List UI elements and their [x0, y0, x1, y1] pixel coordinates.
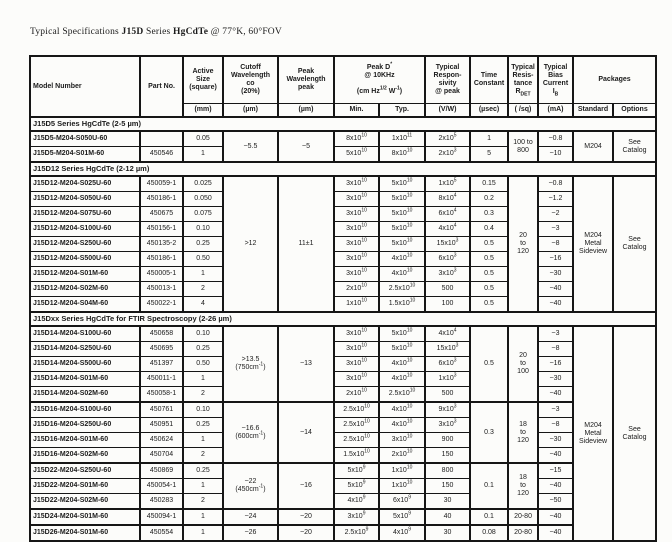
subcol-header-standard: Standard	[573, 104, 613, 118]
cell-cutoff-wavelength: ~26	[223, 525, 278, 541]
cell-model-number: J15D14-M204-S100U-60	[30, 326, 140, 342]
cell-bias-current: ~1.2	[538, 192, 573, 207]
cell-responsivity: 500	[425, 387, 470, 403]
cell-model-number: J15D16-M204-S01M-60	[30, 433, 140, 448]
table-row	[30, 282, 656, 297]
cell-package-options: See Catalog	[613, 131, 656, 162]
cell-time-constant: 0.15	[470, 176, 508, 192]
col-header-bias-current: Typical Bias Current $I_B$	[538, 56, 573, 104]
cell-d-star-min: $3x10^{10}$	[334, 192, 379, 207]
cell-part-no: 451397	[140, 357, 183, 372]
col-header-resistance: Typical Resis- tance $R_{DET}$	[508, 56, 538, 104]
cell-part-no: 450283	[140, 494, 183, 510]
cell-model-number: J15D5-M204-S050U-60	[30, 131, 140, 147]
cell-responsivity: $1x10^3$	[425, 372, 470, 387]
cell-d-star-typ: $2.5x10^{10}$	[379, 387, 425, 403]
cell-d-star-typ: $5x10^{10}$	[379, 342, 425, 357]
col-header-time-constant: Time Constant	[470, 56, 508, 104]
cell-responsivity: 150	[425, 448, 470, 464]
cell-time-constant: 0.2	[470, 192, 508, 207]
cell-part-no: 450761	[140, 402, 183, 418]
cell-part-no: 450156-1	[140, 222, 183, 237]
cell-active-size: 2	[183, 494, 223, 510]
table-row	[30, 342, 656, 357]
table-row	[30, 252, 656, 267]
cell-d-star-min: $2.5x10^{10}$	[334, 402, 379, 418]
cell-d-star-typ: $4x10^{10}$	[379, 402, 425, 418]
cell-responsivity: 150	[425, 479, 470, 494]
cell-d-star-min: $3x10^{10}$	[334, 176, 379, 192]
cell-part-no: 450094-1	[140, 509, 183, 525]
cell-model-number: J15D12-M204-S01M-60	[30, 267, 140, 282]
cell-active-size: 2	[183, 282, 223, 297]
cell-time-constant: 0.1	[470, 509, 508, 525]
cell-package-standard: M204 Metal Sideview	[573, 176, 613, 312]
cell-active-size: 1	[183, 267, 223, 282]
cell-active-size: 0.05	[183, 131, 223, 147]
cell-responsivity: 100	[425, 297, 470, 313]
cell-model-number: J15D12-M204-S025U-60	[30, 176, 140, 192]
cell-part-no: 450869	[140, 463, 183, 479]
cell-bias-current: ~40	[538, 525, 573, 541]
cell-responsivity: $6x10^3$	[425, 252, 470, 267]
cell-model-number: J15D16-M204-S02M-60	[30, 448, 140, 464]
cell-part-no: 450005-1	[140, 267, 183, 282]
table-row	[30, 463, 656, 479]
cell-model-number: J15D22-M204-S01M-60	[30, 479, 140, 494]
section-header-row	[30, 162, 656, 176]
cell-active-size: 1	[183, 525, 223, 541]
cell-d-star-typ: $4x10^{10}$	[379, 357, 425, 372]
col-header-responsivity: Typical Respon- sivity @ peak	[425, 56, 470, 104]
cell-model-number: J15D12-M204-S075U-60	[30, 207, 140, 222]
cell-d-star-min: $2x10^{10}$	[334, 387, 379, 403]
page-title	[30, 27, 282, 37]
cell-peak-wavelength: 11±1	[278, 176, 334, 312]
cell-part-no: 450011-1	[140, 372, 183, 387]
title-text-2: Series	[146, 27, 171, 37]
col-header-active-size: Active Size (square)	[183, 56, 223, 104]
cell-active-size: 0.10	[183, 402, 223, 418]
cell-part-no: 450675	[140, 207, 183, 222]
cell-responsivity: $9x10^3$	[425, 402, 470, 418]
cell-peak-wavelength: ~20	[278, 509, 334, 525]
cell-time-constant: 0.5	[470, 326, 508, 402]
cell-d-star-typ: $5x10^{10}$	[379, 237, 425, 252]
cell-responsivity: 30	[425, 494, 470, 510]
cell-resistance: 20 to 100	[508, 326, 538, 402]
cell-part-no: 450135-2	[140, 237, 183, 252]
table-body	[30, 117, 656, 541]
cell-active-size: 1	[183, 509, 223, 525]
cell-active-size: 2	[183, 448, 223, 464]
cell-part-no: 450704	[140, 448, 183, 464]
cell-peak-wavelength: ~13	[278, 326, 334, 402]
table-row	[30, 176, 656, 192]
cell-model-number: J15D14-M204-S500U-60	[30, 357, 140, 372]
cell-d-star-min: $3x10^9$	[334, 509, 379, 525]
cell-d-star-min: $4x10^9$	[334, 494, 379, 510]
cell-bias-current: ~30	[538, 433, 573, 448]
table-row	[30, 509, 656, 525]
subcol-header-min: Min.	[334, 104, 379, 118]
cell-d-star-typ: $1.5x10^{10}$	[379, 297, 425, 313]
cell-responsivity: 40	[425, 509, 470, 525]
cell-part-no: 450186-1	[140, 192, 183, 207]
cell-time-constant: 1	[470, 131, 508, 147]
title-text-1: Typical Specifications	[30, 27, 119, 37]
table-row	[30, 402, 656, 418]
cell-bias-current: ~8	[538, 237, 573, 252]
cell-active-size: 0.25	[183, 237, 223, 252]
cell-responsivity: $6x10^4$	[425, 207, 470, 222]
cell-d-star-min: $3x10^{10}$	[334, 357, 379, 372]
cell-bias-current: ~16	[538, 252, 573, 267]
cell-bias-current: ~40	[538, 387, 573, 403]
cell-resistance: 18 to 120	[508, 402, 538, 463]
section-header: J15D5 Series HgCdTe (2-5 µm)	[30, 117, 656, 131]
cell-d-star-typ: $4x10^{10}$	[379, 252, 425, 267]
table-row	[30, 387, 656, 403]
unit-responsivity: (V/W)	[425, 104, 470, 118]
table-row	[30, 131, 656, 147]
cell-cutoff-wavelength: ~16.6 $(600cm^{-1})$	[223, 402, 278, 463]
cell-active-size: 1	[183, 433, 223, 448]
cell-d-star-typ: $4x10^{10}$	[379, 418, 425, 433]
cell-package-standard: M204	[573, 131, 613, 162]
cell-resistance: 20 to 120	[508, 176, 538, 312]
cell-bias-current: ~3	[538, 326, 573, 342]
cell-model-number: J15D12-M204-S500U-60	[30, 252, 140, 267]
table-row	[30, 357, 656, 372]
cell-active-size: 0.50	[183, 357, 223, 372]
col-header-peak-wavelength: Peak Wavelength peak	[278, 56, 334, 104]
cell-resistance: 20-80	[508, 525, 538, 541]
cell-time-constant: 0.3	[470, 207, 508, 222]
cell-active-size: 0.025	[183, 176, 223, 192]
cell-model-number: J15D22-M204-S02M-60	[30, 494, 140, 510]
table-row	[30, 525, 656, 541]
cell-d-star-min: $3x10^{10}$	[334, 372, 379, 387]
cell-model-number: J15D12-M204-S100U-60	[30, 222, 140, 237]
cell-active-size: 0.10	[183, 326, 223, 342]
cell-responsivity: 500	[425, 282, 470, 297]
cell-resistance: 18 to 120	[508, 463, 538, 509]
cell-time-constant: 0.3	[470, 402, 508, 463]
cell-cutoff-wavelength: ~24	[223, 509, 278, 525]
cell-bias-current: ~2	[538, 207, 573, 222]
cell-d-star-min: $3x10^{10}$	[334, 326, 379, 342]
cell-d-star-typ: $2.5x10^{10}$	[379, 282, 425, 297]
table-row	[30, 207, 656, 222]
cell-responsivity: 800	[425, 463, 470, 479]
cell-d-star-typ: $5x10^{10}$	[379, 207, 425, 222]
cell-d-star-typ: $1x10^{11}$	[379, 131, 425, 147]
unit-time-constant: (µsec)	[470, 104, 508, 118]
cell-d-star-min: $2x10^{10}$	[334, 282, 379, 297]
cell-time-constant: 0.5	[470, 237, 508, 252]
table-row	[30, 297, 656, 313]
spec-table	[29, 55, 657, 542]
cell-bias-current: ~50	[538, 494, 573, 510]
cell-time-constant: 0.5	[470, 282, 508, 297]
cell-time-constant: 0.5	[470, 252, 508, 267]
table-row	[30, 494, 656, 510]
cell-responsivity: $6x10^3$	[425, 357, 470, 372]
cell-model-number: J15D5-M204-S01M-60	[30, 147, 140, 163]
cell-part-no: 450022-1	[140, 297, 183, 313]
cell-cutoff-wavelength: >12	[223, 176, 278, 312]
cell-part-no: 450054-1	[140, 479, 183, 494]
cell-d-star-min: $8x10^{10}$	[334, 131, 379, 147]
cell-time-constant: 5	[470, 147, 508, 163]
title-series-name: J15D	[121, 27, 144, 37]
col-header-part-no: Part No.	[140, 56, 183, 117]
cell-cutoff-wavelength: >13.5 $(750cm^{-1})$	[223, 326, 278, 402]
cell-bias-current: ~15	[538, 463, 573, 479]
table-row	[30, 222, 656, 237]
table-row	[30, 418, 656, 433]
cell-bias-current: ~30	[538, 267, 573, 282]
cell-bias-current: ~8	[538, 418, 573, 433]
cell-time-constant: 0.4	[470, 222, 508, 237]
unit-resistance: ( /sq)	[508, 104, 538, 118]
title-material-name: HgCdTe	[173, 27, 209, 37]
cell-d-star-typ: $5x10^{10}$	[379, 192, 425, 207]
cell-package-options: See Catalog	[613, 326, 656, 541]
cell-d-star-typ: $1x10^{10}$	[379, 463, 425, 479]
cell-part-no: 450554	[140, 525, 183, 541]
cell-resistance: 100 to 800	[508, 131, 538, 162]
cell-d-star-typ: $4x10^9$	[379, 525, 425, 541]
cell-d-star-typ: $4x10^{10}$	[379, 267, 425, 282]
cell-part-no: 450013-1	[140, 282, 183, 297]
cell-bias-current: ~40	[538, 282, 573, 297]
cell-bias-current: ~3	[538, 222, 573, 237]
cell-bias-current: ~30	[538, 372, 573, 387]
cell-active-size: 4	[183, 297, 223, 313]
table-row	[30, 326, 656, 342]
unit-active-size: (mm)	[183, 104, 223, 118]
table-row	[30, 433, 656, 448]
cell-active-size: 0.25	[183, 418, 223, 433]
cell-responsivity: 30	[425, 525, 470, 541]
cell-part-no: 450624	[140, 433, 183, 448]
cell-d-star-typ: $1x10^{10}$	[379, 479, 425, 494]
cell-bias-current: ~40	[538, 509, 573, 525]
cell-d-star-min: $5x10^9$	[334, 463, 379, 479]
cell-bias-current: ~10	[538, 147, 573, 163]
cell-peak-wavelength: ~20	[278, 525, 334, 541]
table-header	[30, 56, 656, 117]
col-header-peak-d-star: Peak D* @ 10KHz (cm $Hz^{1/2}$ $W^{-1}$)	[334, 56, 425, 104]
subcol-header-typ: Typ.	[379, 104, 425, 118]
cell-d-star-min: $3x10^{10}$	[334, 267, 379, 282]
cell-responsivity: $3x10^3$	[425, 267, 470, 282]
col-header-packages: Packages	[573, 56, 656, 104]
cell-active-size: 0.25	[183, 342, 223, 357]
cell-active-size: 0.50	[183, 252, 223, 267]
cell-part-no: 450951	[140, 418, 183, 433]
col-header-model-number: Model Number	[30, 56, 140, 117]
cell-d-star-min: $3x10^{10}$	[334, 237, 379, 252]
cell-d-star-typ: $5x10^{10}$	[379, 326, 425, 342]
cell-bias-current: ~3	[538, 402, 573, 418]
cell-model-number: J15D12-M204-S04M-60	[30, 297, 140, 313]
cell-responsivity: $4x10^4$	[425, 326, 470, 342]
cell-d-star-min: $3x10^{10}$	[334, 342, 379, 357]
cell-active-size: 1	[183, 372, 223, 387]
cell-responsivity: $8x10^4$	[425, 192, 470, 207]
cell-model-number: J15D12-M204-S050U-60	[30, 192, 140, 207]
cell-cutoff-wavelength: ~5.5	[223, 131, 278, 162]
cell-d-star-typ: $4x10^{10}$	[379, 372, 425, 387]
cell-model-number: J15D26-M204-S01M-60	[30, 525, 140, 541]
cell-model-number: J15D16-M204-S250U-60	[30, 418, 140, 433]
cell-responsivity: $3x10^3$	[425, 418, 470, 433]
table-row	[30, 267, 656, 282]
cell-active-size: 0.10	[183, 222, 223, 237]
cell-model-number: J15D22-M204-S250U-60	[30, 463, 140, 479]
section-header: J15Dxx Series HgCdTe for FTIR Spectroscopy (2-26 µm)	[30, 312, 656, 326]
cell-bias-current: ~0.8	[538, 131, 573, 147]
cell-peak-wavelength: ~5	[278, 131, 334, 162]
cell-package-standard: M204 Metal Sideview	[573, 326, 613, 541]
cell-time-constant: 0.1	[470, 463, 508, 509]
cell-d-star-typ: $5x10^9$	[379, 509, 425, 525]
table-row	[30, 237, 656, 252]
cell-responsivity: $2x10^5$	[425, 131, 470, 147]
cell-time-constant: 0.5	[470, 297, 508, 313]
subcol-header-options: Options	[613, 104, 656, 118]
cell-d-star-min: $5x10^{10}$	[334, 147, 379, 163]
section-header: J15D12 Series HgCdTe (2-12 µm)	[30, 162, 656, 176]
cell-model-number: J15D16-M204-S100U-60	[30, 402, 140, 418]
unit-cutoff: (µm)	[223, 104, 278, 118]
cell-resistance: 20-80	[508, 509, 538, 525]
table-row	[30, 372, 656, 387]
section-header-row	[30, 117, 656, 131]
cell-model-number: J15D14-M204-S02M-60	[30, 387, 140, 403]
cell-responsivity: $1x10^5$	[425, 176, 470, 192]
cell-d-star-typ: $8x10^{10}$	[379, 147, 425, 163]
cell-responsivity: $4x10^4$	[425, 222, 470, 237]
cell-bias-current: ~0.8	[538, 176, 573, 192]
cell-cutoff-wavelength: ~22 $(450cm^{-1})$	[223, 463, 278, 509]
cell-bias-current: ~40	[538, 297, 573, 313]
cell-model-number: J15D14-M204-S01M-60	[30, 372, 140, 387]
cell-d-star-min: $5x10^9$	[334, 479, 379, 494]
table-row	[30, 448, 656, 464]
cell-time-constant: 0.08	[470, 525, 508, 541]
cell-bias-current: ~8	[538, 342, 573, 357]
cell-d-star-typ: $3x10^{10}$	[379, 433, 425, 448]
cell-model-number: J15D14-M204-S250U-60	[30, 342, 140, 357]
cell-active-size: 0.25	[183, 463, 223, 479]
cell-part-no: 450058-1	[140, 387, 183, 403]
cell-part-no: 450658	[140, 326, 183, 342]
cell-active-size: 1	[183, 147, 223, 163]
cell-responsivity: $2x10^3$	[425, 147, 470, 163]
cell-time-constant: 0.5	[470, 267, 508, 282]
cell-responsivity: $15x10^3$	[425, 342, 470, 357]
cell-responsivity: 900	[425, 433, 470, 448]
cell-d-star-typ: $6x10^9$	[379, 494, 425, 510]
cell-peak-wavelength: ~14	[278, 402, 334, 463]
cell-package-options: See Catalog	[613, 176, 656, 312]
cell-part-no: 450186-1	[140, 252, 183, 267]
cell-model-number: J15D12-M204-S250U-60	[30, 237, 140, 252]
section-header-row	[30, 312, 656, 326]
cell-model-number: J15D24-M204-S01M-60	[30, 509, 140, 525]
cell-peak-wavelength: ~16	[278, 463, 334, 509]
cell-d-star-min: $3x10^{10}$	[334, 252, 379, 267]
cell-bias-current: ~16	[538, 357, 573, 372]
cell-d-star-min: $1.5x10^{10}$	[334, 448, 379, 464]
cell-part-no: 450059-1	[140, 176, 183, 192]
cell-bias-current: ~40	[538, 479, 573, 494]
cell-part-no: 450695	[140, 342, 183, 357]
col-header-cutoff-wavelength: Cutoff Wavelength co (20%)	[223, 56, 278, 104]
unit-bias: (mA)	[538, 104, 573, 118]
cell-part-no	[140, 131, 183, 147]
cell-active-size: 0.075	[183, 207, 223, 222]
cell-d-star-typ: $2x10^{10}$	[379, 448, 425, 464]
cell-d-star-min: $3x10^{10}$	[334, 207, 379, 222]
table-row	[30, 479, 656, 494]
cell-responsivity: $15x10^3$	[425, 237, 470, 252]
title-text-3: @ 77°K, 60°FOV	[210, 27, 282, 37]
cell-part-no: 450546	[140, 147, 183, 163]
cell-d-star-typ: $5x10^{10}$	[379, 176, 425, 192]
cell-d-star-min: $2.5x10^9$	[334, 525, 379, 541]
cell-d-star-min: $1x10^{10}$	[334, 297, 379, 313]
cell-active-size: 1	[183, 479, 223, 494]
cell-d-star-min: $2.5x10^{10}$	[334, 418, 379, 433]
table-row	[30, 147, 656, 163]
cell-bias-current: ~40	[538, 448, 573, 464]
cell-active-size: 2	[183, 387, 223, 403]
cell-active-size: 0.050	[183, 192, 223, 207]
cell-d-star-min: $2.5x10^{10}$	[334, 433, 379, 448]
unit-peak-wavelength: (µm)	[278, 104, 334, 118]
cell-d-star-min: $3x10^{10}$	[334, 222, 379, 237]
cell-model-number: J15D12-M204-S02M-60	[30, 282, 140, 297]
cell-d-star-typ: $5x10^{10}$	[379, 222, 425, 237]
table-row	[30, 192, 656, 207]
